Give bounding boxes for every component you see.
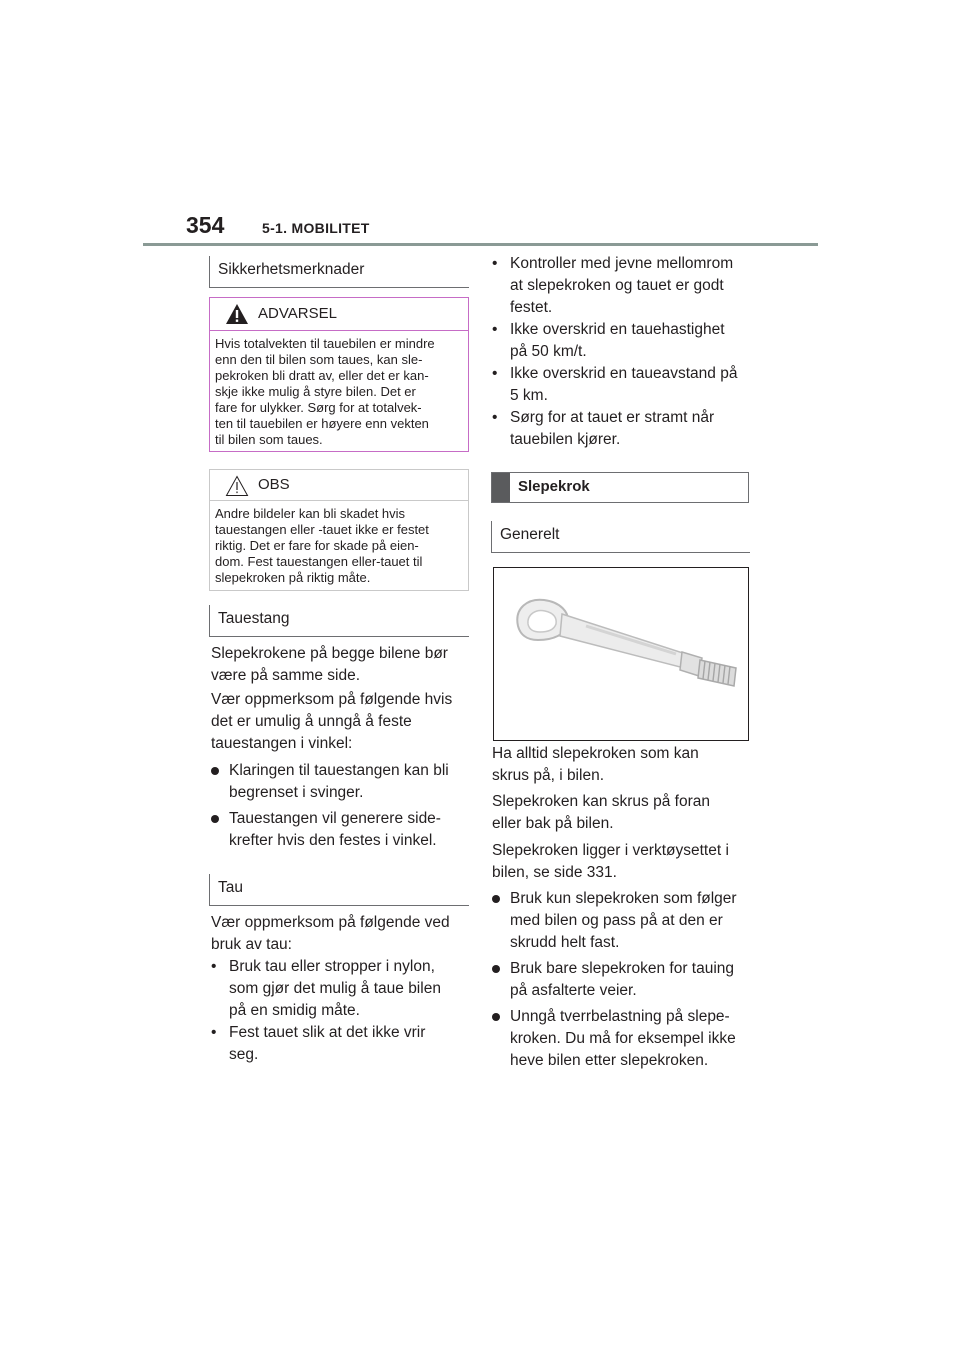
tau-paragraph: [211, 912, 471, 956]
warning-triangle-icon: [225, 303, 249, 325]
text-line: tauebilen kjører.: [510, 431, 621, 448]
text-line: Bruk kun slepekroken som følger: [510, 890, 737, 907]
text-line: på 50 km/t.: [510, 343, 587, 360]
bullet-dot-icon: [492, 895, 500, 903]
body-paragraph: [492, 791, 754, 835]
list-item: [492, 319, 754, 363]
generelt-heading: [491, 521, 750, 553]
warning-line: til bilen som taues.: [215, 432, 323, 447]
tow-hook-illustration: [493, 567, 749, 741]
text-line: begrenset i svinger.: [229, 784, 364, 801]
tauestang-bullet-list: [211, 760, 473, 852]
text-line: Slepekrokene på begge bilene bør: [211, 645, 448, 662]
text-line: Kontroller med jevne mellomrom: [510, 255, 734, 272]
text-line: 5 km.: [510, 387, 548, 404]
dash-marker: •: [492, 321, 498, 338]
bullet-dot-icon: [211, 767, 219, 775]
text-line: krefter hvis den festes i vinkel.: [229, 832, 437, 849]
tau-dash-list: [211, 956, 473, 1066]
text-line: med bilen og pass på at den er: [510, 912, 723, 929]
obs-line: slepekroken på riktig måte.: [215, 570, 371, 585]
text-line: skrudd helt fast.: [510, 934, 620, 951]
list-item: [492, 888, 756, 954]
tow-hook-icon: [494, 568, 748, 740]
text-line: festet.: [510, 299, 553, 316]
text-line: Tauestangen vil generere side-: [229, 810, 441, 827]
obs-line: riktig. Det er fare for skade på eien-: [215, 538, 419, 553]
text-line: Sørg for at tauet er stramt når: [510, 409, 715, 426]
heading-marker-bar: [492, 473, 510, 502]
tau-dash-list-continued: [492, 253, 754, 451]
warning-line: enn den til bilen som taues, kan sle-: [215, 352, 423, 367]
tau-heading-label: Tau: [218, 879, 243, 896]
text-line: heve bilen etter slepekroken.: [510, 1052, 709, 1069]
text-line: Fest tauet slik at det ikke vrir: [229, 1024, 426, 1041]
body-paragraph: [492, 840, 754, 884]
list-item: [211, 760, 473, 804]
dash-marker: •: [211, 958, 217, 975]
text-line: på asfalterte veier.: [510, 982, 637, 999]
text-line: bilen, se side 331.: [492, 864, 617, 881]
list-item: [492, 253, 754, 319]
dash-marker: •: [492, 255, 498, 272]
text-line: kroken. Du må for eksempel ikke: [510, 1030, 736, 1047]
warning-text: [210, 331, 468, 448]
tauestang-heading-label: Tauestang: [218, 610, 290, 627]
warning-line: pekroken bli dratt av, eller det er kan-: [215, 368, 429, 383]
text-line: Vær oppmerksom på følgende ved: [211, 914, 450, 931]
obs-header: [210, 470, 468, 501]
text-line: som gjør det mulig å taue bilen: [229, 980, 441, 997]
list-item: [211, 956, 473, 1022]
obs-line: Andre bildeler kan bli skadet hvis: [215, 506, 406, 521]
dash-marker: •: [211, 1024, 217, 1041]
text-line: Slepekroken kan skrus på foran: [492, 793, 710, 810]
dash-marker: •: [492, 365, 498, 382]
slepekrok-bullet-list: [492, 888, 756, 1072]
text-line: skrus på, i bilen.: [492, 767, 604, 784]
safety-heading-label: Sikkerhetsmerknader: [218, 261, 365, 278]
generelt-heading-label: Generelt: [500, 526, 560, 543]
text-line: bruk av tau:: [211, 936, 292, 953]
list-item: [211, 808, 473, 852]
obs-box: [209, 469, 469, 591]
tau-heading: [209, 874, 469, 906]
warning-box: [209, 297, 469, 452]
list-item: [492, 1006, 756, 1072]
warning-title: ADVARSEL: [258, 305, 337, 322]
text-line: det er umulig å unngå å feste: [211, 713, 412, 730]
list-item: [492, 958, 756, 1002]
text-line: Bruk bare slepekroken for tauing: [510, 960, 735, 977]
page-number: 354: [186, 212, 225, 238]
text-line: tauestangen i vinkel:: [211, 735, 353, 752]
safety-heading: [209, 256, 469, 288]
list-item: [492, 363, 754, 407]
text-line: Slepekroken ligger i verktøysettet i: [492, 842, 729, 859]
obs-line: dom. Fest tauestangen eller-tauet til: [215, 554, 423, 569]
slepekrok-heading: [491, 472, 749, 503]
caution-triangle-icon: [225, 475, 249, 497]
tauestang-paragraph: [211, 689, 471, 755]
text-line: på en smidig måte.: [229, 1002, 360, 1019]
text-line: Ha alltid slepekroken som kan: [492, 745, 699, 762]
warning-line: ten til tauebilen er høyere enn vekten: [215, 416, 429, 431]
warning-line: skje ikke mulig å styre bilen. Det er: [215, 384, 416, 399]
list-item: [211, 1022, 473, 1066]
header-rule: [143, 243, 818, 246]
bullet-dot-icon: [211, 815, 219, 823]
warning-line: fare for ulykker. Sørg for at totalvek-: [215, 400, 422, 415]
dash-marker: •: [492, 409, 498, 426]
tauestang-heading: [209, 605, 469, 637]
text-line: Klaringen til tauestangen kan bli: [229, 762, 449, 779]
slepekrok-heading-label: Slepekrok: [518, 478, 590, 495]
text-line: eller bak på bilen.: [492, 815, 614, 832]
text-line: Vær oppmerksom på følgende hvis: [211, 691, 453, 708]
bullet-dot-icon: [492, 1013, 500, 1021]
warning-header: [210, 298, 468, 331]
body-paragraph: [492, 743, 754, 787]
text-line: Ikke overskrid en taueavstand på: [510, 365, 738, 382]
text-line: Unngå tverrbelastning på slepe-: [510, 1008, 730, 1025]
list-item: [492, 407, 754, 451]
bullet-dot-icon: [492, 965, 500, 973]
obs-text: [210, 501, 468, 586]
text-line: at slepekroken og tauet er godt: [510, 277, 724, 294]
text-line: Bruk tau eller stropper i nylon,: [229, 958, 435, 975]
text-line: være på samme side.: [211, 667, 361, 684]
obs-line: tauestangen eller -tauet ikke er festet: [215, 522, 429, 537]
tauestang-paragraph: [211, 643, 471, 687]
text-line: seg.: [229, 1046, 259, 1063]
text-line: Ikke overskrid en tauehastighet: [510, 321, 725, 338]
obs-title: OBS: [258, 476, 290, 493]
warning-line: Hvis totalvekten til tauebilen er mindre: [215, 336, 435, 351]
section-title: 5-1. MOBILITET: [262, 220, 370, 236]
